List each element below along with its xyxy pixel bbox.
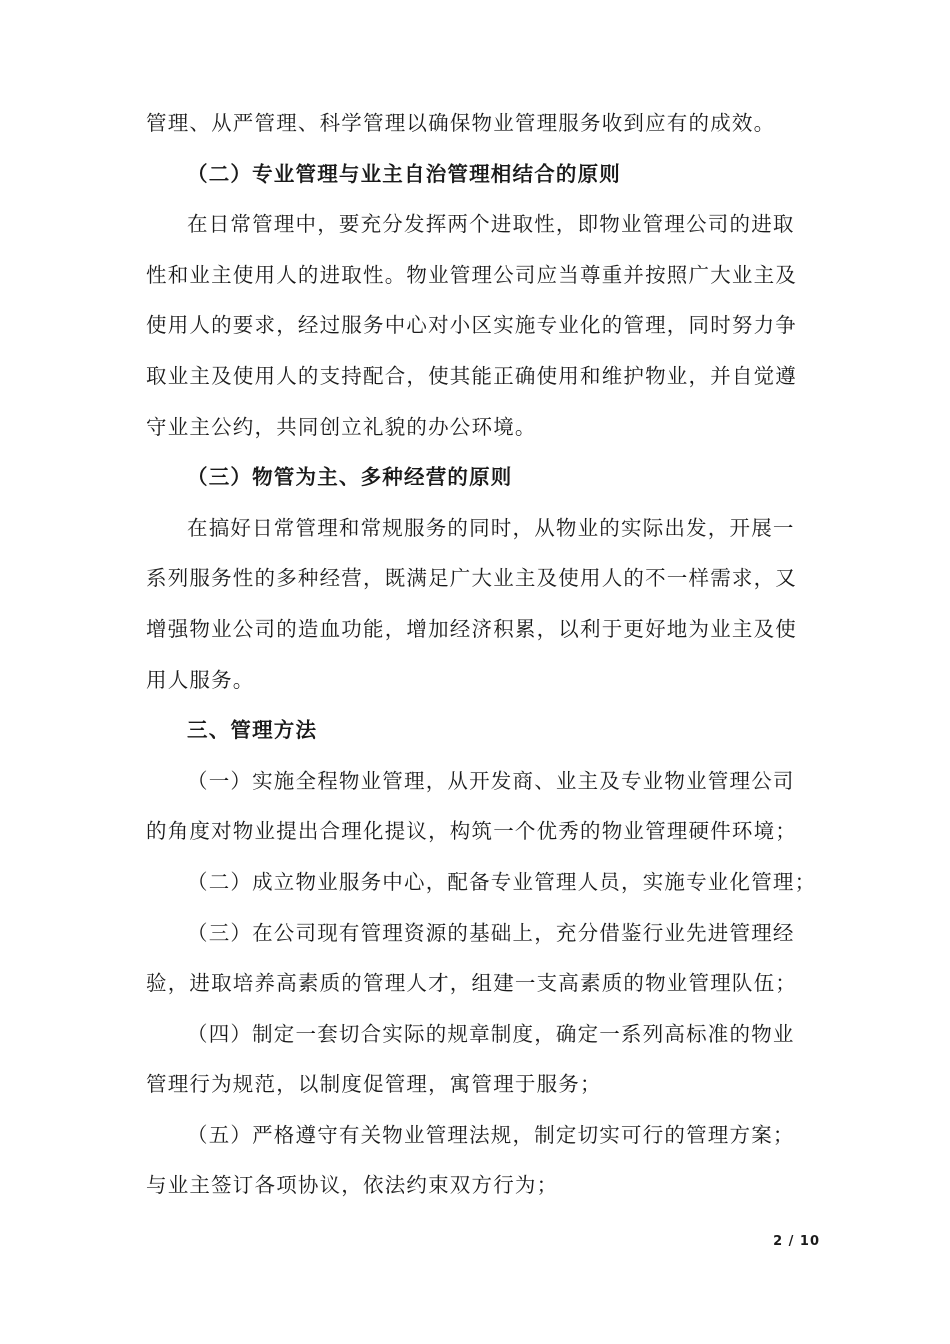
paragraph-line: （四）制定一套切合实际的规章制度，确定一系列高标准的物业 bbox=[187, 1021, 795, 1046]
section-heading: （三）物管为主、多种经营的原则 bbox=[187, 465, 513, 490]
document-body bbox=[146, 98, 817, 1211]
paragraph-line: 的角度对物业提出合理化提议，构筑一个优秀的物业管理硬件环境； bbox=[146, 819, 797, 844]
paragraph-line: 使用人的要求，经过服务中心对小区实施专业化的管理，同时努力争 bbox=[146, 313, 797, 338]
paragraph-line: （一）实施全程物业管理，从开发商、业主及专业物业管理公司 bbox=[187, 768, 795, 793]
paragraph-line: 验，进取培养高素质的管理人才，组建一支高素质的物业管理队伍； bbox=[146, 971, 797, 996]
paragraph-line: 在搞好日常管理和常规服务的同时，从物业的实际出发，开展一 bbox=[187, 515, 795, 540]
paragraph-line: （三）在公司现有管理资源的基础上，充分借鉴行业先进管理经 bbox=[187, 920, 795, 945]
section-heading: （二）专业管理与业主自治管理相结合的原则 bbox=[187, 161, 621, 186]
paragraph-line: 管理、从严管理、科学管理以确保物业管理服务收到应有的成效。 bbox=[146, 111, 776, 135]
paragraph-line: 取业主及使用人的支持配合，使其能正确使用和维护物业，并自觉遵 bbox=[146, 363, 797, 388]
paragraph-line: 性和业主使用人的进取性。物业管理公司应当尊重并按照广大业主及 bbox=[146, 262, 797, 287]
paragraph-line: 系列服务性的多种经营，既满足广大业主及使用人的不一样需求，又 bbox=[146, 566, 797, 591]
page-number: 2 / 10 bbox=[773, 1234, 820, 1249]
section-heading: 三、管理方法 bbox=[187, 718, 318, 743]
paragraph-line: （五）严格遵守有关物业管理法规，制定切实可行的管理方案； bbox=[187, 1122, 795, 1147]
paragraph-line: 管理行为规范，以制度促管理，寓管理于服务； bbox=[146, 1072, 602, 1097]
paragraph-line: 守业主公约，共同创立礼貌的办公环境。 bbox=[146, 414, 537, 439]
paragraph-line: 与业主签订各项协议，依法约束双方行为； bbox=[146, 1173, 559, 1198]
paragraph-line: 在日常管理中，要充分发挥两个进取性，即物业管理公司的进取 bbox=[187, 212, 795, 237]
paragraph-line: （二）成立物业服务中心，配备专业管理人员，实施专业化管理； bbox=[187, 869, 817, 894]
paragraph-line: 用人服务。 bbox=[146, 667, 255, 692]
paragraph-line: 增强物业公司的造血功能，增加经济积累，以利于更好地为业主及使 bbox=[146, 616, 797, 641]
